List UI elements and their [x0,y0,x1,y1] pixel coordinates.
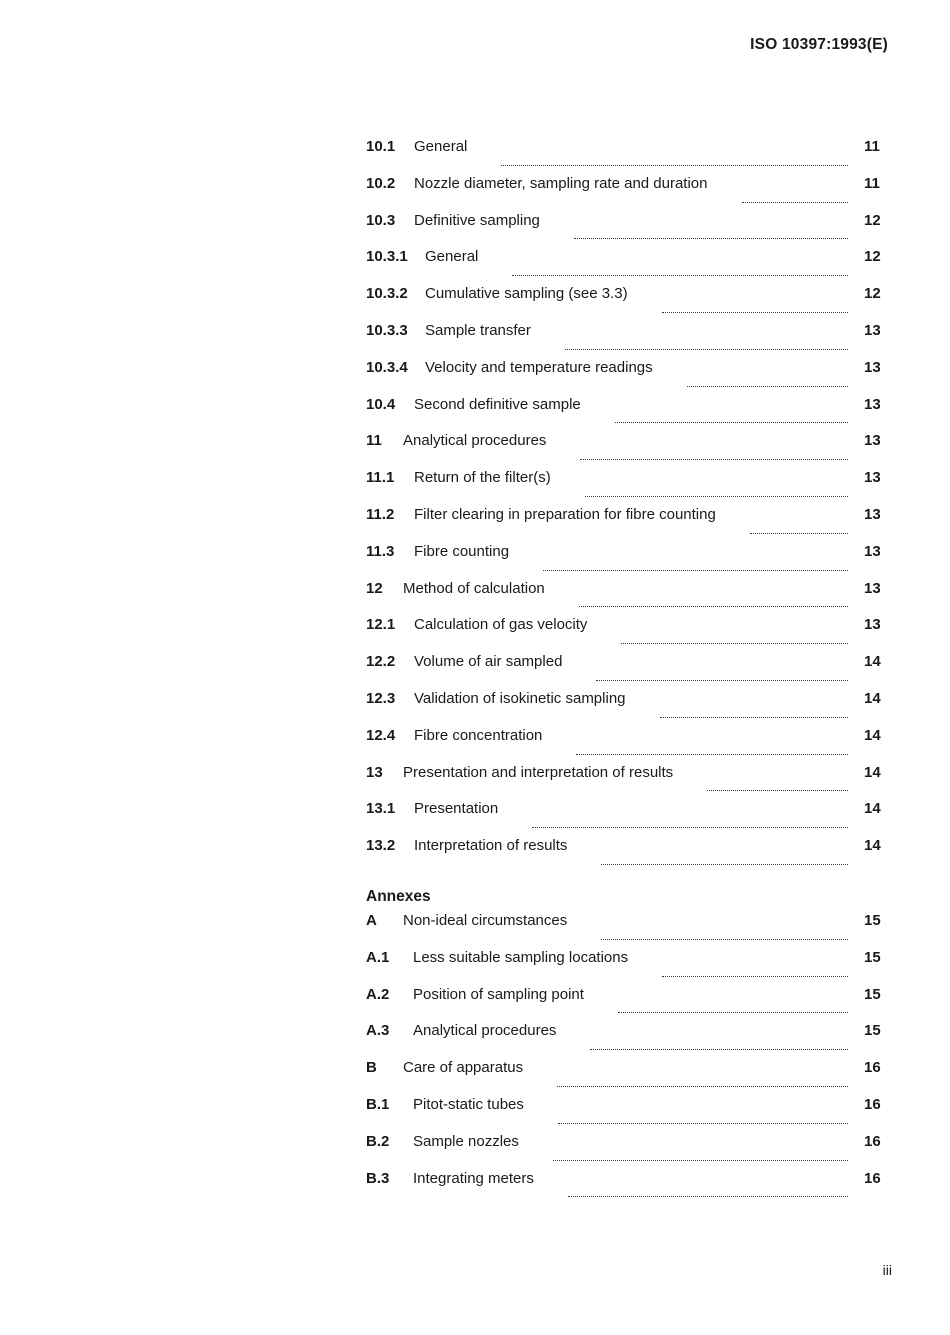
toc-entry[interactable] [366,653,888,690]
toc-entry[interactable] [366,616,888,653]
toc-entry-page: 16 [864,1132,881,1150]
toc-entry-page: 15 [864,985,881,1003]
toc-entry-page: 14 [864,837,881,855]
toc-main-entries [366,138,888,874]
toc-entry-title: Presentation [414,800,499,818]
toc-entry-title: Fibre counting [414,542,510,560]
toc-entry-title: Validation of isokinetic sampling [414,689,626,707]
toc-entry-number: A.1 [366,948,390,966]
toc-entry-title: Calculation of gas velocity [414,616,588,634]
dot-leader [750,532,848,534]
toc-entry-page: 15 [864,1022,881,1040]
toc-entry-page: 15 [864,948,881,966]
dot-leader [601,938,848,940]
dot-leader [660,716,848,718]
toc-entry-title: Analytical procedures [403,432,547,450]
toc-entry[interactable] [366,248,888,285]
toc-entry-title: Filter clearing in preparation for fibre counting [414,505,716,523]
toc-entry-number: B.1 [366,1095,390,1113]
toc-entry[interactable] [366,800,888,837]
toc-entry-title: Velocity and temperature readings [425,358,653,376]
toc-entry[interactable] [366,432,888,469]
toc-entry-page: 16 [864,1095,881,1113]
toc-entry[interactable] [366,359,888,396]
toc-entry-title: General [425,248,479,266]
toc-entry[interactable] [366,837,888,874]
toc-entry[interactable] [366,727,888,764]
dot-leader [662,975,848,977]
dot-leader [574,237,848,239]
dot-leader [707,789,848,791]
toc-entry-title: Interpretation of results [414,837,568,855]
toc-entry[interactable] [366,912,888,949]
toc-entry-title: Integrating meters [413,1169,534,1187]
toc-entry-page: 12 [864,248,881,266]
toc-entry-number: 11.3 [366,542,395,560]
toc-entry[interactable] [366,949,888,986]
toc-entry-title: Presentation and interpretation of results [403,763,674,781]
toc-entry-title: Care of apparatus [403,1059,524,1077]
toc-entry-number: 12.1 [366,616,396,634]
dot-leader [565,348,848,350]
dot-leader [590,1048,848,1050]
toc-entry-number: 10.1 [366,138,396,155]
toc-entry-page: 13 [864,395,881,413]
toc-entry[interactable] [366,764,888,801]
toc-entry-number: 10.3.2 [366,285,408,303]
toc-entry-number: 12.4 [366,726,396,744]
page-number: iii [882,1262,892,1278]
toc-entry-page: 14 [864,726,881,744]
toc-entry-number: B.2 [366,1132,390,1150]
dot-leader [501,164,848,166]
dot-leader [601,863,848,865]
toc-entry[interactable] [366,1096,888,1133]
toc-entry[interactable] [366,986,888,1023]
toc-annex-entries [366,912,888,1206]
toc-entry-page: 13 [864,321,881,339]
toc-entry-number: 11.1 [366,469,395,487]
toc-entry-title: Definitive sampling [414,211,540,229]
toc-entry[interactable] [366,690,888,727]
dot-leader [579,605,848,607]
toc-entry[interactable] [366,138,888,175]
dot-leader [580,458,848,460]
toc-entry-title: Cumulative sampling (see 3.3) [425,285,628,303]
dot-leader [596,679,848,681]
dot-leader [662,311,848,313]
toc-entry-number: 10.3.4 [366,358,408,376]
annexes-heading: Annexes [366,887,431,905]
toc-entry[interactable] [366,543,888,580]
toc-entry-number: 10.3 [366,211,396,229]
toc-entry-number: 10.2 [366,174,396,192]
toc-entry-page: 13 [864,358,881,376]
toc-entry[interactable] [366,506,888,543]
toc-entry-page: 15 [864,911,881,929]
dot-leader [576,753,848,755]
toc-entry-number: 13.1 [366,800,396,818]
toc-entry-number: B [366,1059,377,1077]
dot-leader [742,201,849,203]
toc-entry-number: A.3 [366,1022,390,1040]
toc-entry[interactable] [366,396,888,433]
dot-leader [543,569,848,571]
toc-entry[interactable] [366,285,888,322]
toc-entry-page: 16 [864,1169,881,1187]
dot-leader [512,274,848,276]
toc-entry-number: 11 [366,432,382,450]
toc-entry-page: 13 [864,469,881,487]
toc-entry-title: Volume of air sampled [414,653,563,671]
toc-entry[interactable] [366,1022,888,1059]
toc-entry-title: Fibre concentration [414,726,543,744]
dot-leader [557,1085,848,1087]
toc-entry-page: 13 [864,505,881,523]
dot-leader [532,826,848,828]
toc-entry-number: 13 [366,763,383,781]
dot-leader [585,495,848,497]
dot-leader [621,642,848,644]
toc-entry-title: General [414,138,468,155]
table-of-contents [366,138,888,1206]
toc-entry-number: 12 [366,579,383,597]
toc-entry-page: 16 [864,1059,881,1077]
toc-entry[interactable] [366,1133,888,1170]
dot-leader [618,1011,848,1013]
toc-entry-title: Position of sampling point [413,985,584,1003]
dot-leader [568,1195,848,1197]
toc-entry-title: Sample nozzles [413,1132,519,1150]
toc-entry-number: 10.3.1 [366,248,408,266]
dot-leader [553,1159,848,1161]
toc-entry-number: A.2 [366,985,390,1003]
toc-entry-number: 10.3.3 [366,321,408,339]
dot-leader [687,385,848,387]
toc-entry[interactable] [366,469,888,506]
toc-entry-title: Non-ideal circumstances [403,911,568,929]
toc-entry-page: 11 [864,174,880,192]
toc-entry-page: 14 [864,763,881,781]
toc-entry-page: 14 [864,653,881,671]
toc-entry[interactable] [366,175,888,212]
toc-entry-page: 13 [864,616,881,634]
toc-entry-title: Pitot-static tubes [413,1095,524,1113]
toc-entry-number: 12.3 [366,689,396,707]
toc-entry-title: Analytical procedures [413,1022,557,1040]
toc-entry-title: Method of calculation [403,579,545,597]
toc-entry-page: 13 [864,542,881,560]
toc-entry-number: 12.2 [366,653,396,671]
toc-entry-page: 11 [864,138,880,155]
toc-entry-title: Return of the filter(s) [414,469,551,487]
document-id: ISO 10397:1993(E) [750,36,888,53]
toc-entry-title: Second definitive sample [414,395,581,413]
toc-entry[interactable] [366,580,888,617]
toc-entry-title: Sample transfer [425,321,531,339]
toc-entry-page: 12 [864,285,881,303]
toc-entry-number: 11.2 [366,505,395,523]
dot-leader [558,1122,848,1124]
dot-leader [615,421,848,423]
toc-entry[interactable] [366,322,888,359]
toc-entry-number: B.3 [366,1169,390,1187]
toc-entry-page: 14 [864,800,881,818]
toc-entry-page: 13 [864,579,881,597]
toc-entry-page: 14 [864,689,881,707]
toc-entry-number: 13.2 [366,837,396,855]
toc-entry-page: 12 [864,211,881,229]
toc-entry[interactable] [366,1059,888,1096]
toc-entry-title: Less suitable sampling locations [413,948,629,966]
toc-entry-page: 13 [864,432,881,450]
toc-entry-title: Nozzle diameter, sampling rate and duration [414,174,708,192]
toc-entry[interactable] [366,212,888,249]
toc-entry[interactable] [366,1170,888,1207]
toc-entry-number: 10.4 [366,395,396,413]
toc-entry-number: A [366,911,377,929]
